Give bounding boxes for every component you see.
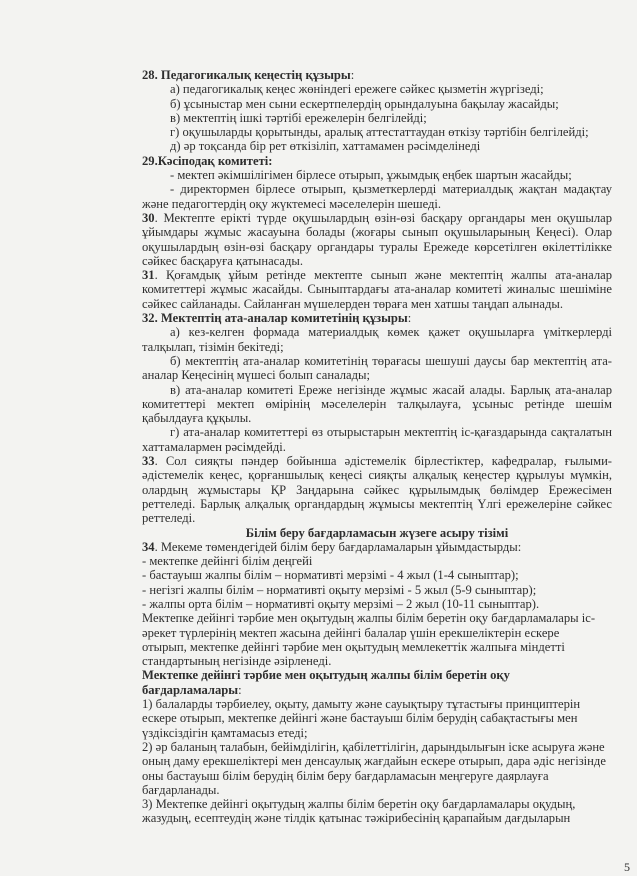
list-item: г) ата-аналар комитеттері өз отырыстарын мектептің іс-қағаздарында сақталатын хаттамалармен рәсімдейді.: [142, 425, 612, 454]
list-item: - жалпы орта білім – нормативті оқыту мерзімі – 2 жыл (10-11 сыныптар).: [142, 596, 540, 611]
list-item: 1) балаларды тәрбиелеу, оқыту, дамыту және сауықтыру тұтастығы принциптерін ескере отырып, мектепке дейінгі және бастауыш білім берудің сабақтастығы мен үздіксіздігін қамтамасыз етеді;: [142, 697, 581, 740]
list-item: - бастауыш жалпы білім – нормативті мерзімі - 4 жыл (1-4 сыныптар);: [142, 568, 519, 583]
list-item: б) мектептің ата-аналар комитетінің төрағасы шешуші даусы бар мектептің ата-аналар Кеңесінің мүшесі болып саналады;: [142, 353, 612, 383]
list-item: - мектепке дейінгі білім деңгейі: [142, 554, 313, 569]
paragraph: Мектепке дейінгі тәрбие мен оқытудың жалпы білім беретін оқу бағдарламалары іс-әрекет түрлерінің мектеп жасына дейінгі балалар үшін ерекшеліктерін ескере отырып, мектепке дейінгі тәрбие мен оқытудың мемлекеттік жалпыға міндетті стандартының негізінде әзірленеді.: [142, 611, 596, 669]
section-34: 34. Мекеме төмендегідей білім беру бағдарламаларын ұйымдастырды:: [142, 539, 522, 554]
section-33: 33. Сол сияқты пәндер бойынша әдістемелік бірлестіктер, кафедралар, ғылыми-әдістемелік кеңес, қорғаншылық кеңесі сияқты алқалық кеңестер құрылуы мүмкін, олардың жұмыстары ҚР Заңдарына сәйкес құрылымдық бөлімдер Ережесімен реттеледі. Барлық алқалық органдардың жұмысы мектептің Үлгі ережелеріне сәйкес реттеледі.: [142, 454, 612, 526]
list-item: - директормен бірлесе отырып, қызметкерлерді материалдық жақтан мадақтау және педагогтердің оқу жүктемесі мәселелерін шешеді.: [142, 182, 612, 211]
list-item: г) оқушыларды қорытынды, аралық аттестаттаудан өткізу тәртібін белгілейді;: [170, 125, 589, 140]
section-29-heading: 29.Кәсіподақ комитеті:: [142, 153, 273, 168]
document-page: [142, 68, 612, 826]
preschool-heading: Мектепке дейінгі тәрбие мен оқытудың жалпы білім беретін оқу бағдарламалары:: [142, 668, 510, 697]
list-item: в) мектептің ішкі тәртібі ережелерін белгілейді;: [170, 110, 427, 125]
section-30: 30. Мектепте ерікті түрде оқушылардың өзін-өзі басқару органдары мен оқушылар ұйымдары жұмыс жасауына болады (жоғары сынып оқушыларының Кеңесі). Олар оқушылардың өзін-өзі басқару органдары туралы Ережеде көрсетілген өкілеттілікке сәйкес басқаруға қатынасады.: [142, 210, 612, 268]
list-item: а) кез-келген формада материалдық көмек қажет оқушыларға үміткерлерді талқылап, тізімін бекітеді;: [142, 325, 612, 354]
list-item: - мектеп әкімшілігімен бірлесе отырып, ұжымдық еңбек шартын жасайды;: [170, 168, 572, 183]
list-item: д) әр тоқсанда бір рет өткізіліп, хаттамамен рәсімделінеді: [170, 139, 481, 154]
list-item: б) ұсыныстар мен сыни ескертпелердің орындалуына бақылау жасайды;: [170, 96, 559, 111]
list-item: в) ата-аналар комитеті Ереже негізінде жұмыс жасай алады. Барлық ата-аналар комитеттері мектеп өмірінің мәселелерін талқылауға, ұсыныс ретінде шешім қабылдауға құқылы.: [142, 382, 612, 426]
list-item: 2) әр баланың талабын, бейімділігін, қабілеттілігін, дарындылығын іске асыруға және оның даму ерекшеліктері мен денсаулық жағдайын ескере отырып, дара әдіс негізінде оны бастауыш білім берудің білім беру бағдарламасын меңгеруге даярлауға бағдарланады.: [142, 739, 606, 797]
list-item: а) педагогикалық кеңес жөніндегі ережеге сәйкес қызметін жүргізеді;: [170, 82, 544, 97]
section-32-heading: 32. Мектептің ата-аналар комитетінің құзыры:: [142, 311, 412, 326]
section-31: 31. Қоғамдық ұйым ретінде мектепте сынып және мектептің жалпы ата-аналар комитеттері жұмыс жасайды. Сыныптардағы ата-аналар комитеті жиналыс шешіміне сәйкес сайланады. Сайланған мүшелерден төраға мен хатшы таңдап алынады.: [142, 268, 612, 311]
section-28-heading: 28. Педагогикалық кеңестің құзыры:: [142, 68, 355, 82]
list-item: 3) Мектепке дейінгі оқытудың жалпы білім беретін оқу бағдарламалары оқудың, жазудың, есептеудің және тілдік қатынас тәжірибесінің қарапайым дағдыларын: [142, 797, 576, 826]
list-item: - негізгі жалпы білім – нормативті оқыту мерзімі - 5 жыл (5-9 сыныптар);: [142, 582, 537, 597]
section-title: Білім беру бағдарламасын жүзеге асыру тізімі: [245, 525, 509, 540]
page-number: 5: [624, 860, 630, 874]
